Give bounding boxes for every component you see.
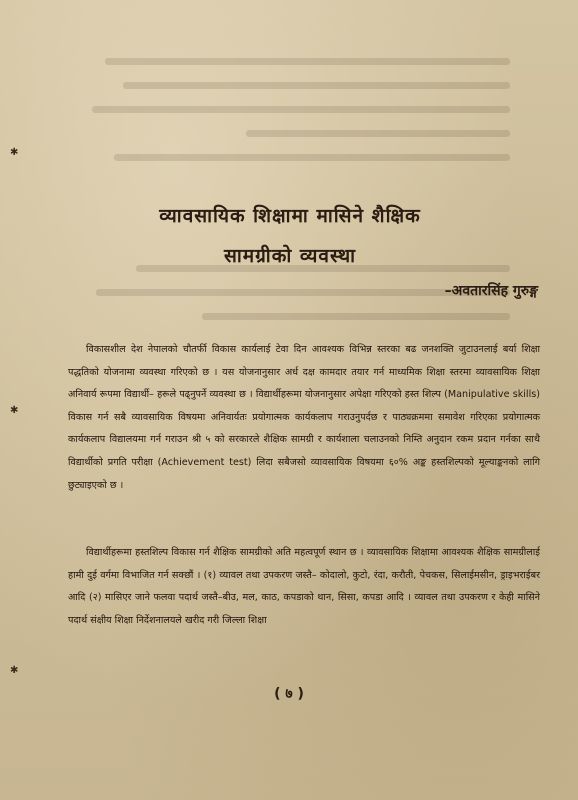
- bleed-through-text: [70, 58, 510, 178]
- staple-mark: ✱: [10, 665, 19, 676]
- staple-mark: ✱: [10, 147, 19, 158]
- article-title: [70, 196, 510, 276]
- author-byline: –अवतारसिंह गुरुङ्ग: [444, 283, 538, 299]
- title-line-2: सामग्रीको व्यवस्था: [223, 245, 357, 267]
- title-line-1: व्यावसायिक शिक्षामा मासिने शैक्षिक: [159, 205, 421, 227]
- paragraph-2: विद्यार्थीहरूमा हस्तशिल्प विकास गर्न शैक्षिक सामग्रीको अति महत्वपूर्ण स्थान छ । व्यावसायिक शिक्षामा आवश्यक शैक्षिक सामग्रीलाई हामी दुई वर्गमा विभाजित गर्न सक्छौं । (१) व्यावल तथा उपकरण जस्तै– कोदालो, कुटो, रंदा, करौती, पेचकस, सिलाईमसीन, ड्राइभराईबर आदि (२) मासिएर जाने फलवा पदार्थ जस्तै–बीउ, मल, काठ, कपडाको थान, सिसा, कपडा आदि । व्यावल तथा उपकरण र केही मासिने पदार्थ संक्षीय शिक्षा निर्देशनालयले खरीद गरी जिल्ला शिक्षा: [68, 547, 540, 626]
- staple-mark: ✱: [10, 405, 19, 416]
- paragraph-1: विकासशील देश नेपालको चौतर्फी विकास कार्यलाई टेवा दिन आवश्यक विभिन्न स्तरका बढ जनशक्ति जुटाउनलाई बर्या शिक्षा पद्धतिको योजनामा व्यवस्था गरिएको छ । यस योजनानुसार अर्ध दक्ष कामदार तयार गर्न माध्यमिक शिक्षा स्तरमा व्यावसायिक शिक्षा अनिवार्य रूपमा विद्यार्थी– हरूले पढ्नुपर्ने व्यवस्था छ । विद्यार्थीहरूमा योजनानुसार अपेक्षा गरिएको हस्त शिल्प (Manipulative skills) विकास गर्न सबै व्यावसायिक विषयमा अनिवार्यतः प्रयोगात्मक कार्यकलाप गराउनुपर्दछ र पाठ्यक्रममा समावेश गरिएका प्रयोगात्मक कार्यकलाप विद्यालयमा गर्न गराउन श्री ५ को सरकारले शैक्षिक सामग्री र कार्यशाला चलाउनको निम्ति अनुदान रकम प्रदान गर्नका साथै विद्यार्थीको प्रगति परीक्षा (Achievement test) लिदा सबैजसो व्यावसायिक विषयमा ६०% अङ्क हस्तशिल्पको मूल्याङ्कनको लागि छुट्याइएको छ ।: [68, 344, 540, 491]
- page-number: ( ७ ): [274, 686, 304, 702]
